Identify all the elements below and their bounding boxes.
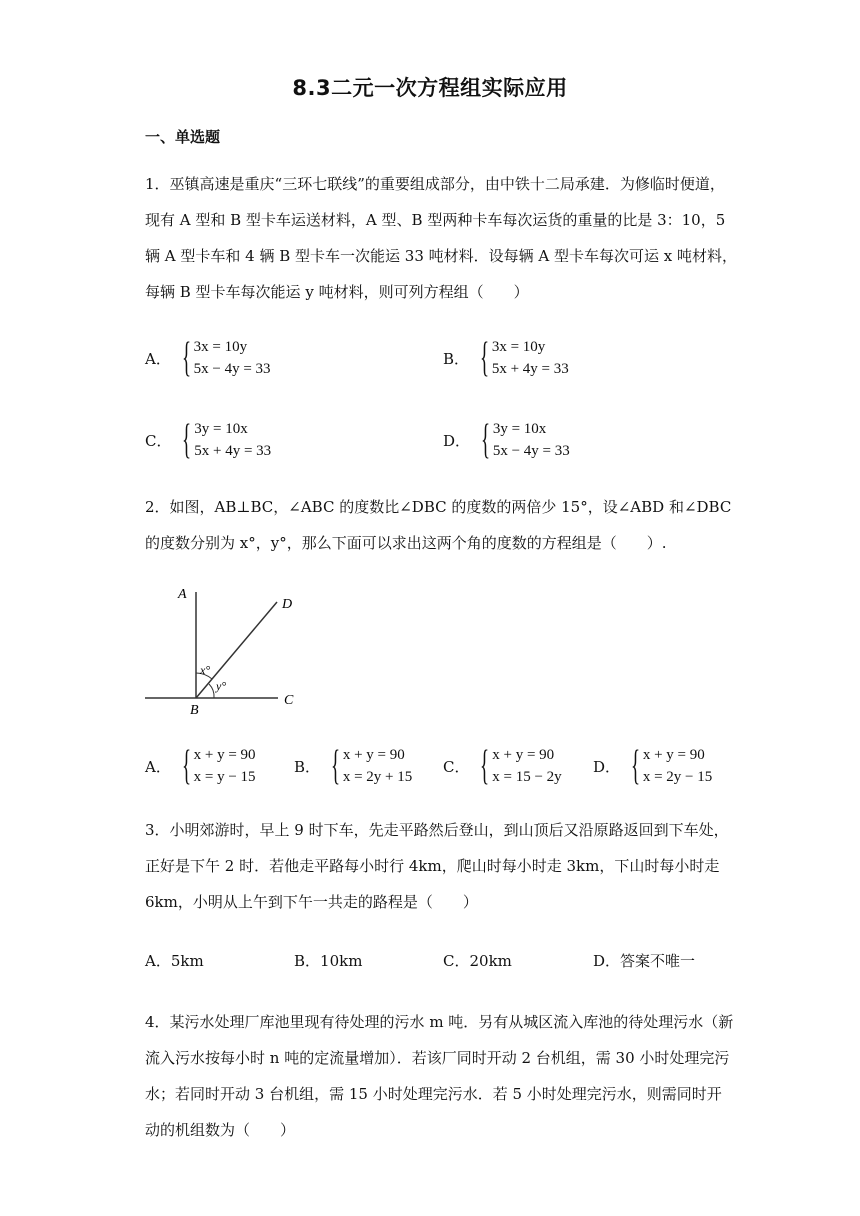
question-1-stem [145, 166, 737, 310]
option-label: A． [145, 757, 171, 776]
question-1-option-a[interactable] [145, 336, 271, 380]
equation: 3y = 10x [194, 421, 248, 437]
question-4-line: 4．某污水处理厂库池里现有待处理的污水 m 吨．另有从城区流入库池的待处理污水（新 [145, 1013, 734, 1031]
angle-figure [140, 580, 310, 720]
equation: x = 15 − 2y [492, 769, 562, 785]
equation-system [331, 744, 412, 788]
label-x: x° [200, 663, 211, 677]
option-label: D． [593, 757, 621, 776]
brace-icon: { [480, 417, 490, 463]
question-3-option-a[interactable]: A．5km [145, 952, 204, 970]
question-1-option-c[interactable] [145, 418, 271, 462]
question-1-option-d[interactable] [443, 418, 570, 462]
label-a: A [178, 587, 187, 602]
option-label: B． [294, 757, 321, 776]
question-2-option-b[interactable] [294, 744, 412, 788]
equation-system [182, 336, 271, 380]
equation: x + y = 90 [342, 747, 405, 763]
question-2-option-d[interactable] [593, 744, 712, 788]
equation-system [631, 744, 712, 788]
question-2-option-c[interactable] [443, 744, 562, 788]
equation-system [480, 744, 561, 788]
question-3-stem [145, 812, 729, 920]
brace-icon: { [181, 335, 191, 381]
question-4-line: 流入污水按每小时 n 吨的定流量增加）．若该厂同时开动 2 台机组，需 30 小时处理完污 [145, 1049, 730, 1067]
question-2-line: 2．如图，AB⊥BC，∠ABC 的度数比∠DBC 的度数的两倍少 15°，设∠ABD 和∠DBC [145, 498, 732, 516]
question-4-line: 动的机组数为（ ） [145, 1121, 296, 1139]
option-label: C． [145, 431, 172, 450]
equation: x = 2y − 15 [642, 769, 713, 785]
equation: 5x + 4y = 33 [194, 443, 272, 459]
question-4-line: 水；若同时开动 3 台机组，需 15 小时处理完污水．若 5 小时处理完污水，则需同时开 [145, 1085, 722, 1103]
equation-system [182, 418, 271, 462]
brace-icon: { [181, 743, 191, 789]
equation-system [480, 336, 569, 380]
equation: x = y − 15 [193, 769, 256, 785]
equation: 3y = 10x [492, 421, 547, 437]
equation: x = 2y + 15 [342, 769, 413, 785]
question-4-stem [145, 1004, 734, 1148]
question-3-line: 正好是下午 2 时．若他走平路每小时行 4km，爬山时每小时走 3km，下山时每小时走 [145, 857, 720, 875]
question-2-stem [145, 489, 732, 561]
question-1-line: 现有 A 型和 B 型卡车运送材料，A 型、B 型两种卡车每次运货的重量的比是 3：10，5 [145, 211, 726, 229]
brace-icon: { [480, 743, 490, 789]
brace-icon: { [630, 743, 640, 789]
equation: x + y = 90 [492, 747, 555, 763]
question-3-line: 3．小明郊游时，早上 9 时下车，先走平路然后登山，到山顶后又沿原路返回到下车处， [145, 821, 729, 839]
equation: 3x = 10y [491, 339, 546, 355]
equation: 5x − 4y = 33 [492, 443, 570, 459]
brace-icon: { [182, 417, 192, 463]
option-label: C． [443, 757, 470, 776]
line-bd [196, 602, 277, 698]
equation: x + y = 90 [193, 747, 256, 763]
equation: x + y = 90 [642, 747, 705, 763]
question-1-option-b[interactable] [443, 336, 569, 380]
question-3-option-b[interactable]: B．10km [294, 952, 363, 970]
label-b: B [190, 703, 199, 718]
question-3-line: 6km，小明从上午到下午一共走的路程是（ ） [145, 893, 478, 911]
equation: 5x − 4y = 33 [193, 361, 271, 377]
option-label: D． [443, 431, 471, 450]
question-2-line: 的度数分别为 x°，y°，那么下面可以求出这两个角的度数的方程组是（ ）. [145, 534, 667, 552]
page-title: 8.3二元一次方程组实际应用 [292, 76, 568, 100]
brace-icon: { [330, 743, 340, 789]
question-1-line: 1．巫镇高速是重庆“三环七联线”的重要组成部分，由中铁十二局承建．为修临时便道， [145, 175, 725, 193]
equation: 3x = 10y [193, 339, 248, 355]
section-heading: 一、单选题 [145, 128, 221, 146]
label-c: C [284, 693, 294, 708]
option-label: A． [145, 349, 171, 368]
question-3-option-c[interactable]: C．20km [443, 952, 512, 970]
equation-system [182, 744, 256, 788]
question-1-line: 每辆 B 型卡车每次能运 y 吨材料，则可列方程组（ ） [145, 283, 529, 301]
equation: 5x + 4y = 33 [491, 361, 569, 377]
label-y: y° [216, 679, 227, 693]
question-2-option-a[interactable] [145, 744, 256, 788]
option-label: B． [443, 349, 470, 368]
brace-icon: { [479, 335, 489, 381]
question-3-option-d[interactable]: D．答案不唯一 [593, 952, 696, 970]
label-d: D [282, 597, 293, 612]
equation-system [481, 418, 570, 462]
angle-arc-y [209, 684, 214, 698]
question-1-line: 辆 A 型卡车和 4 辆 B 型卡车一次能运 33 吨材料．设每辆 A 型卡车每次可运 x 吨材料， [145, 247, 737, 265]
